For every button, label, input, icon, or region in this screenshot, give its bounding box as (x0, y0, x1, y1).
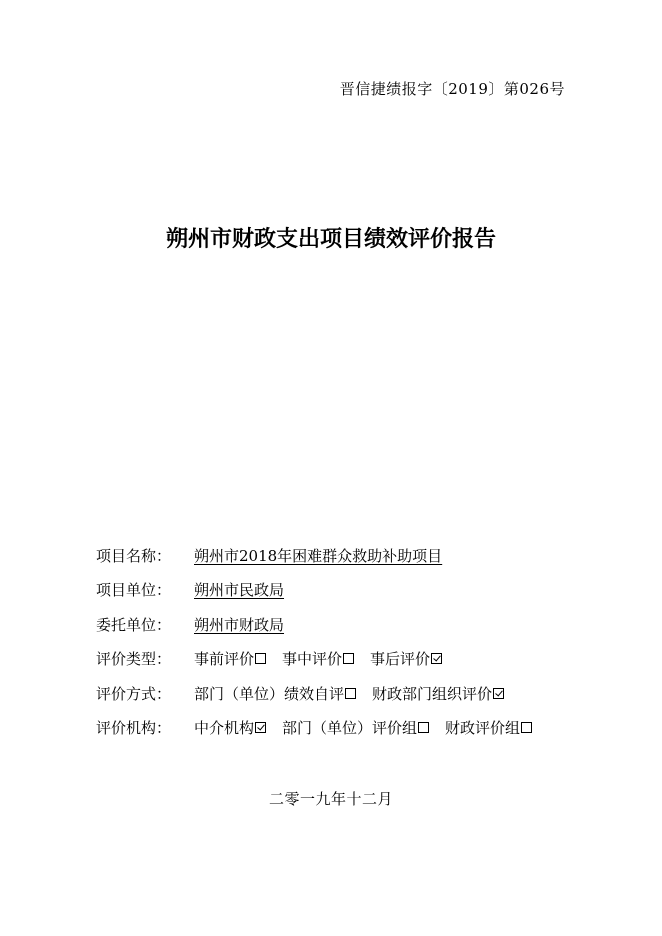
evaluation-type-option-post (370, 648, 442, 669)
option-label: 事后评价 (370, 650, 431, 669)
checkbox-checked-icon (493, 688, 504, 699)
evaluation-agency-option-intermediary (194, 717, 266, 738)
entrusting-unit-value: 朔州市财政局 (194, 615, 285, 634)
checkbox-unchecked-icon (521, 722, 532, 733)
project-unit-value: 朔州市民政局 (194, 581, 285, 600)
option-label: 事前评价 (194, 650, 255, 669)
evaluation-method-option-self (194, 683, 356, 704)
checkbox-unchecked-icon (345, 688, 356, 699)
project-name-value: 朔州市2018年困难群众救助补助项目 (194, 546, 443, 565)
option-label: 财政评价组 (445, 719, 521, 738)
checkbox-checked-icon (431, 653, 442, 664)
checkbox-checked-icon (255, 722, 266, 733)
checkbox-unchecked-icon (343, 653, 354, 664)
checkbox-unchecked-icon (255, 653, 266, 664)
checkbox-unchecked-icon (418, 722, 429, 733)
option-label: 财政部门组织评价 (372, 684, 493, 703)
evaluation-agency-label: 评价机构： (96, 719, 172, 738)
evaluation-agency-row (96, 711, 532, 746)
evaluation-type-row (96, 642, 532, 677)
option-label: 部门（单位）绩效自评 (194, 684, 345, 703)
project-name-label: 项目名称： (96, 546, 172, 565)
evaluation-type-option-pre (194, 648, 266, 669)
info-block (96, 538, 532, 745)
evaluation-method-label: 评价方式： (96, 684, 172, 703)
entrusting-unit-row (96, 607, 532, 642)
project-unit-label: 项目单位： (96, 581, 172, 600)
evaluation-method-option-finance (372, 683, 504, 704)
option-label: 部门（单位）评价组 (282, 719, 418, 738)
document-title: 朔州市财政支出项目绩效评价报告 (165, 227, 496, 252)
evaluation-type-label: 评价类型： (96, 650, 172, 669)
evaluation-type-option-mid (282, 648, 354, 669)
project-unit-row (96, 573, 532, 608)
project-name-row (96, 538, 532, 573)
evaluation-agency-option-department (282, 717, 429, 738)
option-label: 事中评价 (282, 650, 343, 669)
document-date: 二零一九年十二月 (268, 790, 393, 808)
document-number: 晋信捷绩报字〔2019〕第026号 (339, 80, 565, 98)
evaluation-method-row (96, 676, 532, 711)
option-label: 中介机构 (194, 719, 255, 738)
entrusting-unit-label: 委托单位： (96, 615, 172, 634)
evaluation-agency-option-finance (445, 717, 532, 738)
